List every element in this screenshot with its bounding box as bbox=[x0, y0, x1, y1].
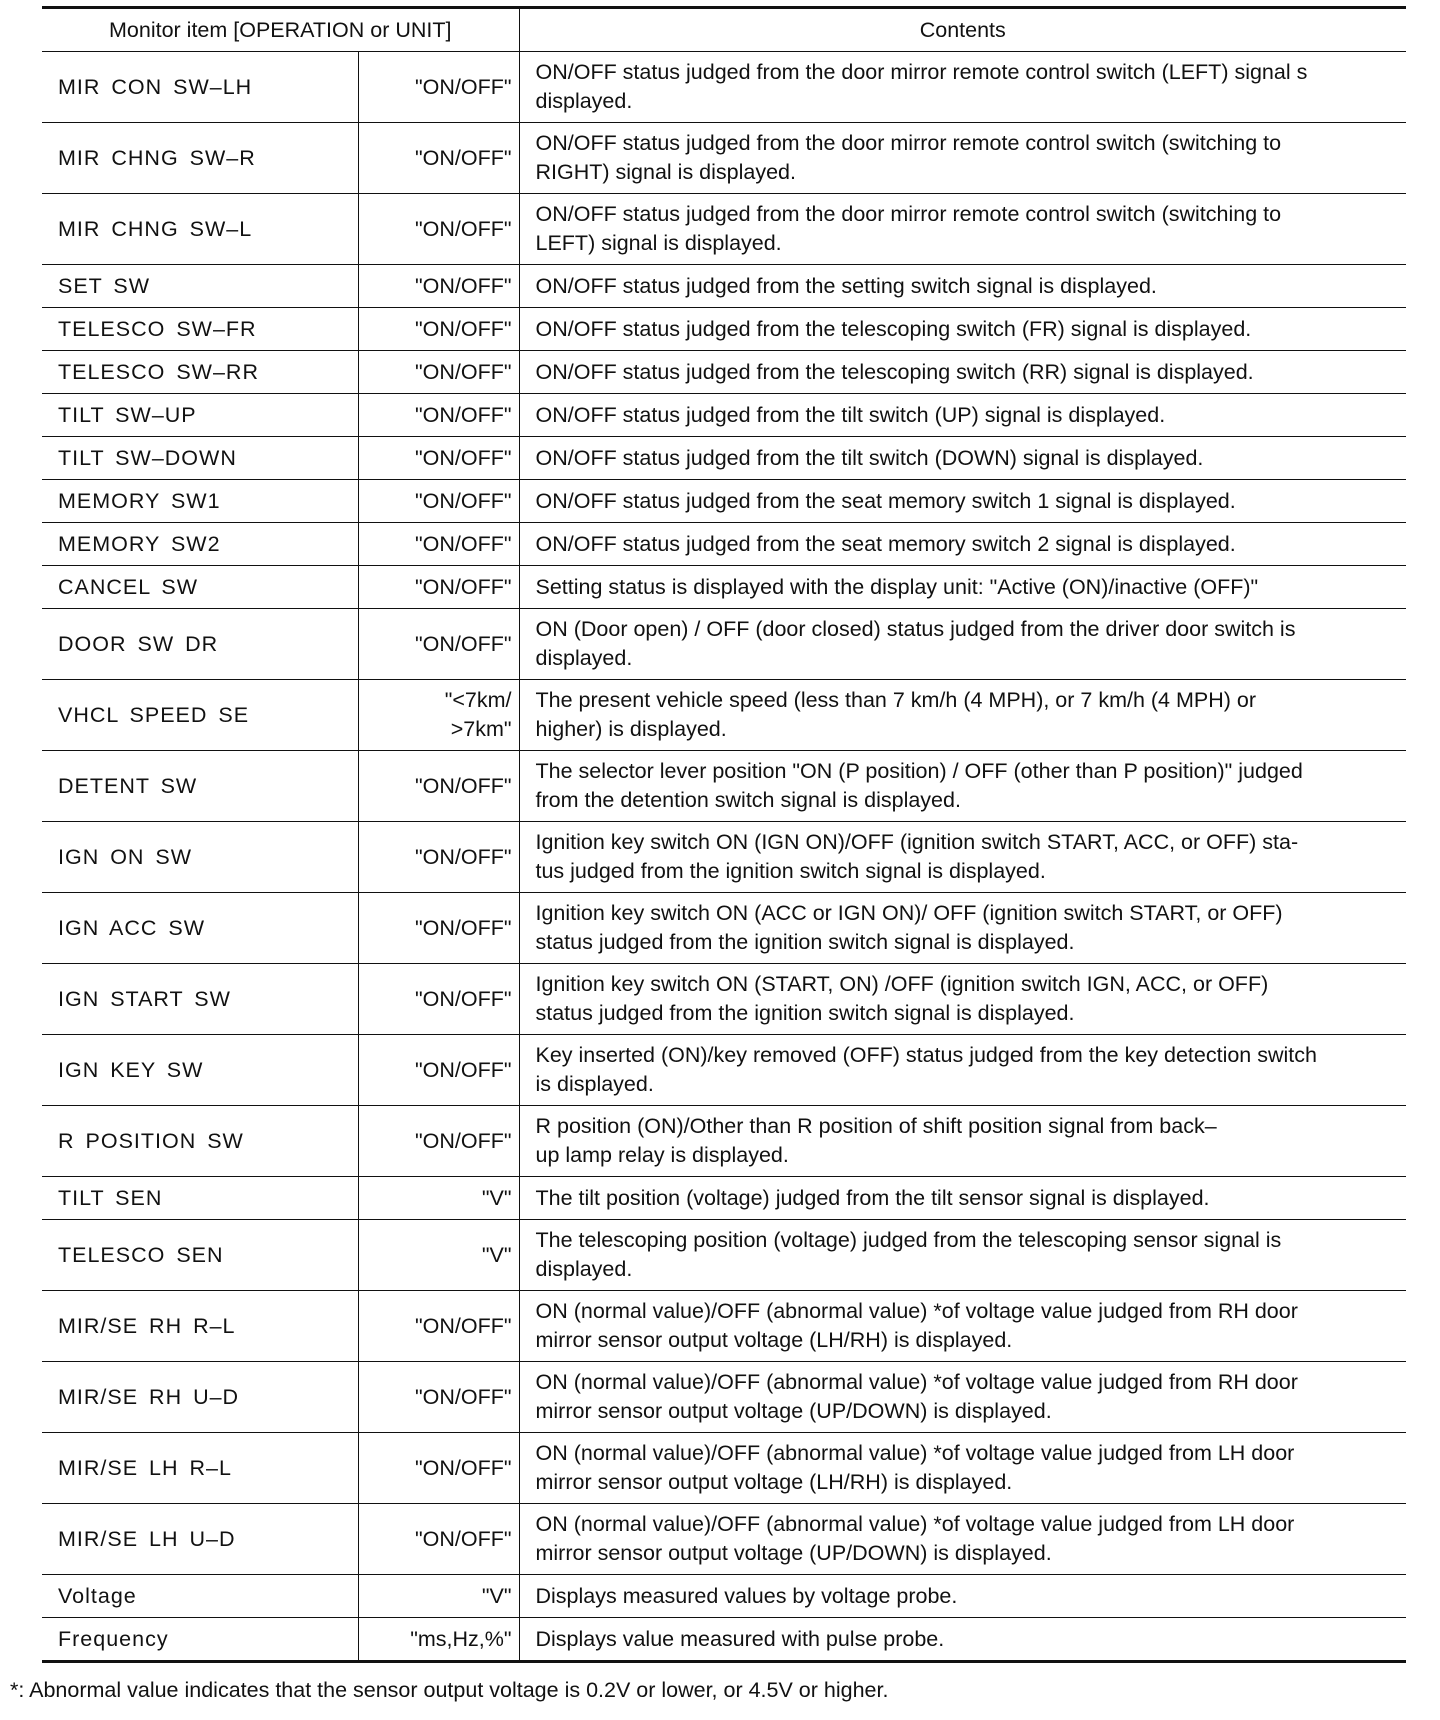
unit-text: "ON/OFF" bbox=[415, 1057, 512, 1082]
monitor-item-cell: IGN START SW bbox=[42, 964, 358, 1035]
contents-cell bbox=[519, 308, 1406, 351]
unit-cell bbox=[358, 964, 519, 1035]
monitor-item-cell: MIR CHNG SW–R bbox=[42, 123, 358, 194]
contents-text: ON (normal value)/OFF (abnormal value) *of voltage value judged from LH door mirror sensor output voltage (UP/DOWN) is displayed. bbox=[535, 1512, 1295, 1565]
table-row bbox=[42, 52, 1406, 123]
contents-cell bbox=[519, 52, 1406, 123]
monitor-item-cell: R POSITION SW bbox=[42, 1106, 358, 1177]
unit-cell bbox=[358, 523, 519, 566]
contents-cell bbox=[519, 893, 1406, 964]
table-row bbox=[42, 308, 1406, 351]
contents-cell bbox=[519, 1575, 1406, 1618]
contents-text: ON/OFF status judged from the tilt switch (UP) signal is displayed. bbox=[535, 402, 1166, 427]
table-row bbox=[42, 351, 1406, 394]
contents-text: ON/OFF status judged from the setting switch signal is displayed. bbox=[535, 273, 1157, 298]
contents-cell bbox=[519, 566, 1406, 609]
unit-text: "V" bbox=[481, 1583, 512, 1608]
monitor-item-cell: TELESCO SW–FR bbox=[42, 308, 358, 351]
table-row bbox=[42, 964, 1406, 1035]
unit-cell bbox=[358, 123, 519, 194]
header-monitor-item: Monitor item [OPERATION or UNIT] bbox=[42, 8, 519, 52]
unit-cell bbox=[358, 680, 519, 751]
contents-text: ON/OFF status judged from the tilt switch (DOWN) signal is displayed. bbox=[535, 445, 1204, 470]
table-row bbox=[42, 822, 1406, 893]
unit-cell bbox=[358, 480, 519, 523]
monitor-item-cell: IGN ACC SW bbox=[42, 893, 358, 964]
unit-cell bbox=[358, 1106, 519, 1177]
contents-cell bbox=[519, 194, 1406, 265]
monitor-item-cell: MIR/SE LH U–D bbox=[42, 1504, 358, 1575]
contents-cell bbox=[519, 1220, 1406, 1291]
contents-text: The present vehicle speed (less than 7 km/h (4 MPH), or 7 km/h (4 MPH) or higher) is displayed. bbox=[535, 688, 1257, 741]
table-header-row bbox=[42, 8, 1406, 52]
table-row bbox=[42, 1504, 1406, 1575]
monitor-item-cell: Voltage bbox=[42, 1575, 358, 1618]
unit-text: "ON/OFF" bbox=[415, 359, 512, 384]
unit-cell bbox=[358, 394, 519, 437]
table-row bbox=[42, 523, 1406, 566]
contents-text: Setting status is displayed with the display unit: "Active (ON)/inactive (OFF)" bbox=[535, 574, 1259, 599]
contents-text: Ignition key switch ON (IGN ON)/OFF (ignition switch START, ACC, or OFF) sta- tus judged from the ignition switch signal is displayed. bbox=[535, 830, 1299, 883]
unit-cell bbox=[358, 1433, 519, 1504]
contents-cell bbox=[519, 1106, 1406, 1177]
unit-cell bbox=[358, 609, 519, 680]
contents-cell bbox=[519, 394, 1406, 437]
contents-cell bbox=[519, 123, 1406, 194]
monitor-item-cell: Frequency bbox=[42, 1618, 358, 1662]
contents-text: The selector lever position "ON (P position) / OFF (other than P position)" judged from the detention switch signal is displayed. bbox=[535, 759, 1303, 812]
unit-cell bbox=[358, 1575, 519, 1618]
contents-text: ON/OFF status judged from the seat memory switch 1 signal is displayed. bbox=[535, 488, 1236, 513]
monitor-item-cell: MIR/SE LH R–L bbox=[42, 1433, 358, 1504]
contents-text: Key inserted (ON)/key removed (OFF) status judged from the key detection switch is displayed. bbox=[535, 1043, 1317, 1096]
monitor-item-cell: VHCL SPEED SE bbox=[42, 680, 358, 751]
contents-text: ON (normal value)/OFF (abnormal value) *of voltage value judged from RH door mirror sensor output voltage (UP/DOWN) is displayed. bbox=[535, 1370, 1298, 1423]
table-row bbox=[42, 1177, 1406, 1220]
contents-text: ON/OFF status judged from the door mirror remote control switch (switching to LEFT) signal is displayed. bbox=[535, 202, 1282, 255]
monitor-item-cell: MIR CON SW–LH bbox=[42, 52, 358, 123]
table-row bbox=[42, 893, 1406, 964]
monitor-item-cell: DETENT SW bbox=[42, 751, 358, 822]
contents-text: Displays measured values by voltage probe. bbox=[535, 1583, 958, 1608]
unit-cell bbox=[358, 308, 519, 351]
monitor-item-cell: CANCEL SW bbox=[42, 566, 358, 609]
contents-cell bbox=[519, 1177, 1406, 1220]
unit-text: "V" bbox=[481, 1242, 512, 1267]
contents-cell bbox=[519, 1035, 1406, 1106]
contents-cell bbox=[519, 437, 1406, 480]
unit-cell bbox=[358, 1291, 519, 1362]
unit-cell bbox=[358, 265, 519, 308]
unit-text: "ON/OFF" bbox=[415, 1384, 512, 1409]
unit-text: "ON/OFF" bbox=[415, 1128, 512, 1153]
table-row bbox=[42, 1035, 1406, 1106]
table-row bbox=[42, 609, 1406, 680]
table-body bbox=[42, 52, 1406, 1662]
contents-cell bbox=[519, 1504, 1406, 1575]
unit-text: "ON/OFF" bbox=[415, 915, 512, 940]
unit-text: "ON/OFF" bbox=[415, 531, 512, 556]
table-row bbox=[42, 437, 1406, 480]
contents-cell bbox=[519, 822, 1406, 893]
unit-cell bbox=[358, 1504, 519, 1575]
unit-text: "ON/OFF" bbox=[415, 986, 512, 1011]
unit-cell bbox=[358, 194, 519, 265]
table-row bbox=[42, 1575, 1406, 1618]
table-row bbox=[42, 1291, 1406, 1362]
unit-text: "ON/OFF" bbox=[415, 1313, 512, 1338]
contents-text: ON/OFF status judged from the telescoping switch (RR) signal is displayed. bbox=[535, 359, 1254, 384]
unit-cell bbox=[358, 1362, 519, 1433]
table-row bbox=[42, 1433, 1406, 1504]
contents-cell bbox=[519, 265, 1406, 308]
monitor-item-cell: MEMORY SW1 bbox=[42, 480, 358, 523]
table-row bbox=[42, 1106, 1406, 1177]
unit-text: "ON/OFF" bbox=[415, 773, 512, 798]
monitor-item-cell: MIR/SE RH U–D bbox=[42, 1362, 358, 1433]
contents-text: Displays value measured with pulse probe. bbox=[535, 1626, 945, 1651]
unit-text: "ON/OFF" bbox=[415, 1526, 512, 1551]
unit-cell bbox=[358, 437, 519, 480]
table-row bbox=[42, 566, 1406, 609]
unit-text: "ON/OFF" bbox=[415, 844, 512, 869]
unit-cell bbox=[358, 1035, 519, 1106]
unit-text: "ON/OFF" bbox=[415, 273, 512, 298]
monitor-item-cell: MIR/SE RH R–L bbox=[42, 1291, 358, 1362]
contents-cell bbox=[519, 964, 1406, 1035]
contents-cell bbox=[519, 751, 1406, 822]
monitor-item-cell: TELESCO SEN bbox=[42, 1220, 358, 1291]
unit-cell bbox=[358, 822, 519, 893]
unit-cell bbox=[358, 1220, 519, 1291]
table-row bbox=[42, 751, 1406, 822]
contents-cell bbox=[519, 680, 1406, 751]
contents-cell bbox=[519, 609, 1406, 680]
unit-cell bbox=[358, 1177, 519, 1220]
unit-text: "ms,Hz,%" bbox=[410, 1626, 512, 1651]
table-row bbox=[42, 480, 1406, 523]
monitor-item-cell: IGN ON SW bbox=[42, 822, 358, 893]
footnote: *: Abnormal value indicates that the sensor output voltage is 0.2V or lower, or 4.5V or higher. bbox=[10, 1678, 889, 1702]
contents-cell bbox=[519, 480, 1406, 523]
unit-text: "ON/OFF" bbox=[415, 631, 512, 656]
contents-cell bbox=[519, 1618, 1406, 1662]
monitor-item-cell: TILT SEN bbox=[42, 1177, 358, 1220]
monitor-item-cell: MEMORY SW2 bbox=[42, 523, 358, 566]
contents-cell bbox=[519, 1433, 1406, 1504]
contents-text: The tilt position (voltage) judged from the tilt sensor signal is displayed. bbox=[535, 1185, 1210, 1210]
unit-cell bbox=[358, 566, 519, 609]
table-row bbox=[42, 265, 1406, 308]
contents-text: ON (normal value)/OFF (abnormal value) *of voltage value judged from LH door mirror sensor output voltage (LH/RH) is displayed. bbox=[535, 1441, 1295, 1494]
monitor-item-cell: TILT SW–UP bbox=[42, 394, 358, 437]
unit-text: "<7km/ >7km" bbox=[444, 688, 512, 741]
monitor-item-cell: SET SW bbox=[42, 265, 358, 308]
table-row bbox=[42, 194, 1406, 265]
unit-text: "ON/OFF" bbox=[415, 74, 512, 99]
contents-text: Ignition key switch ON (START, ON) /OFF (ignition switch IGN, ACC, or OFF) status judged from the ignition switch signal is displayed. bbox=[535, 972, 1269, 1025]
unit-text: "ON/OFF" bbox=[415, 445, 512, 470]
unit-cell bbox=[358, 351, 519, 394]
contents-cell bbox=[519, 351, 1406, 394]
contents-text: ON/OFF status judged from the door mirror remote control switch (LEFT) signal s displayed. bbox=[535, 60, 1308, 113]
contents-cell bbox=[519, 1291, 1406, 1362]
table-row bbox=[42, 1618, 1406, 1662]
unit-cell bbox=[358, 52, 519, 123]
unit-text: "ON/OFF" bbox=[415, 316, 512, 341]
contents-text: ON/OFF status judged from the seat memory switch 2 signal is displayed. bbox=[535, 531, 1236, 556]
table-row bbox=[42, 680, 1406, 751]
monitor-item-cell: MIR CHNG SW–L bbox=[42, 194, 358, 265]
contents-cell bbox=[519, 1362, 1406, 1433]
unit-text: "ON/OFF" bbox=[415, 488, 512, 513]
contents-text: The telescoping position (voltage) judged from the telescoping sensor signal is displayed. bbox=[535, 1228, 1282, 1281]
table-row bbox=[42, 123, 1406, 194]
table-row bbox=[42, 1362, 1406, 1433]
unit-cell bbox=[358, 1618, 519, 1662]
contents-cell bbox=[519, 523, 1406, 566]
table-row bbox=[42, 1220, 1406, 1291]
contents-text: ON (Door open) / OFF (door closed) status judged from the driver door switch is displayed. bbox=[535, 617, 1296, 670]
unit-cell bbox=[358, 751, 519, 822]
unit-text: "ON/OFF" bbox=[415, 216, 512, 241]
header-contents: Contents bbox=[519, 8, 1406, 52]
unit-text: "ON/OFF" bbox=[415, 145, 512, 170]
contents-text: ON/OFF status judged from the telescoping switch (FR) signal is displayed. bbox=[535, 316, 1252, 341]
unit-text: "V" bbox=[481, 1185, 512, 1210]
unit-text: "ON/OFF" bbox=[415, 1455, 512, 1480]
contents-text: R position (ON)/Other than R position of shift position signal from back– up lamp relay is displayed. bbox=[535, 1114, 1217, 1167]
contents-text: ON (normal value)/OFF (abnormal value) *of voltage value judged from RH door mirror sensor output voltage (LH/RH) is displayed. bbox=[535, 1299, 1298, 1352]
unit-cell bbox=[358, 893, 519, 964]
unit-text: "ON/OFF" bbox=[415, 574, 512, 599]
table-row bbox=[42, 394, 1406, 437]
contents-text: ON/OFF status judged from the door mirror remote control switch (switching to RIGHT) signal is displayed. bbox=[535, 131, 1282, 184]
monitor-item-cell: IGN KEY SW bbox=[42, 1035, 358, 1106]
monitor-item-cell: TELESCO SW–RR bbox=[42, 351, 358, 394]
contents-text: Ignition key switch ON (ACC or IGN ON)/ OFF (ignition switch START, or OFF) status judged from the ignition switch signal is displayed. bbox=[535, 901, 1283, 954]
monitor-item-table bbox=[42, 6, 1406, 1663]
unit-text: "ON/OFF" bbox=[415, 402, 512, 427]
monitor-item-cell: TILT SW–DOWN bbox=[42, 437, 358, 480]
monitor-item-cell: DOOR SW DR bbox=[42, 609, 358, 680]
